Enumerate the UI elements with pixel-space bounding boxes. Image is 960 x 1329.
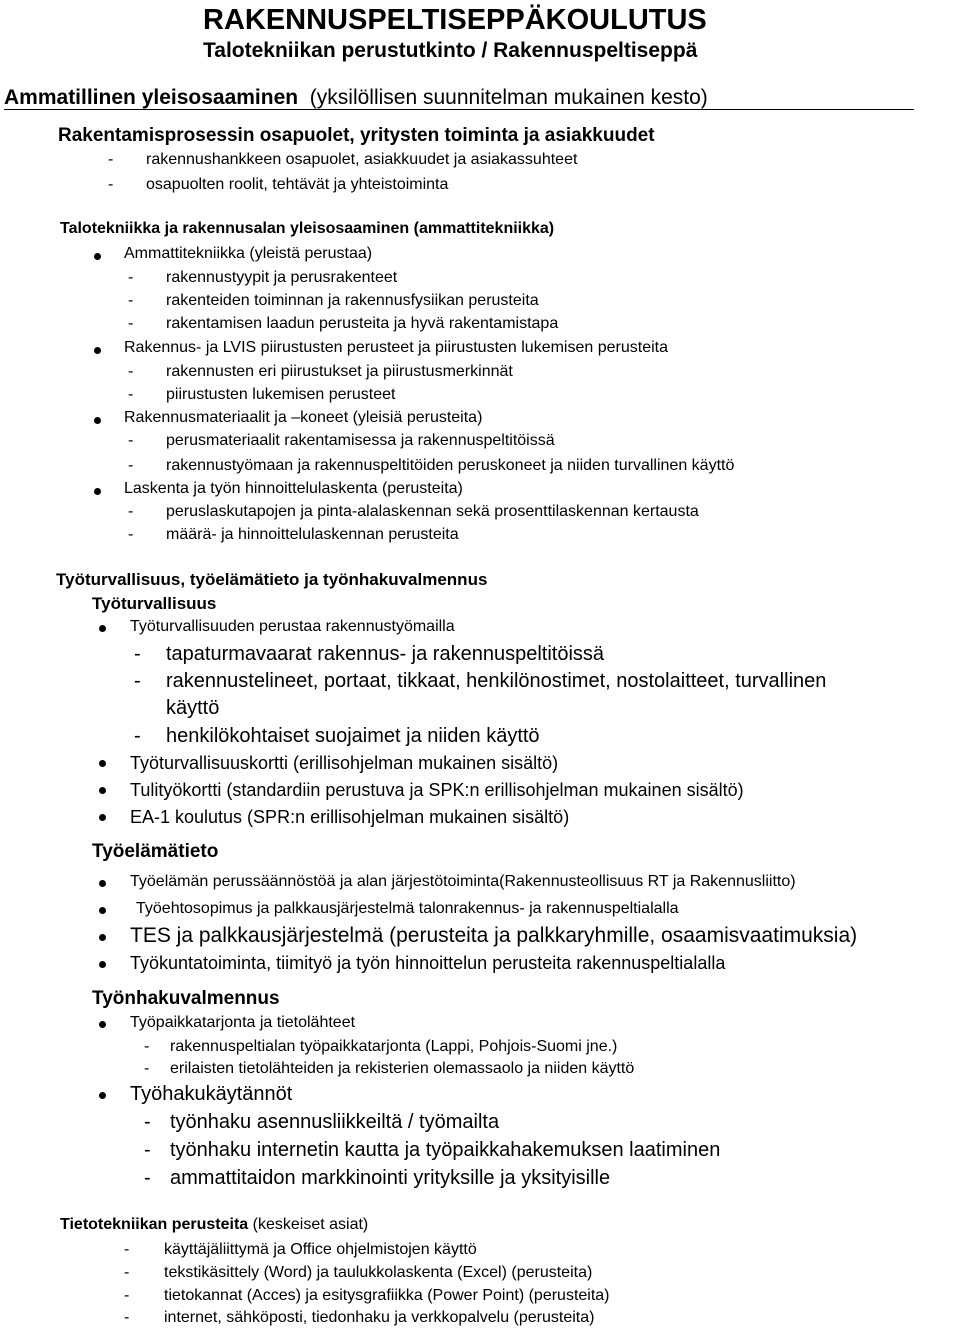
list-item: Ammattitekniikka (yleistä perustaa)	[124, 245, 373, 262]
bullet-icon	[99, 625, 106, 632]
list-item: Työkuntatoiminta, tiimityö ja työn hinnoittelun perusteita rakennuspeltialalla	[130, 953, 726, 973]
list-item: TES ja palkkausjärjestelmä (perusteita ja palkkaryhmille, osaamisvaatimuksia)	[130, 924, 858, 947]
bullet-icon	[99, 880, 106, 887]
dash-marker: -	[128, 269, 134, 286]
list-item: Työpaikkatarjonta ja tietolähteet	[130, 1014, 356, 1031]
list-item: tietokannat (Acces) ja esitysgrafiikka (Power Point) (perusteita)	[164, 1287, 610, 1304]
list-item: rakennusten eri piirustukset ja piirustusmerkinnät	[166, 363, 513, 380]
list-item: Tulityökortti (standardiin perustuva ja SPK:n erillisohjelman mukainen sisältö)	[130, 780, 744, 800]
dash-marker: -	[128, 457, 134, 474]
list-item: rakennushankkeen osapuolet, asiakkuudet ja asiakassuhteet	[146, 151, 578, 168]
section-heading-bold: Ammatillinen yleisosaaminen	[4, 86, 299, 109]
bullet-icon	[99, 1092, 106, 1099]
list-item: Työturvallisuuskortti (erillisohjelman mukainen sisältö)	[130, 753, 559, 773]
dash-marker: -	[128, 432, 134, 449]
list-item: tekstikäsittely (Word) ja taulukkolaskenta (Excel) (perusteita)	[164, 1264, 593, 1281]
list-item: Työhakukäytännöt	[130, 1083, 293, 1105]
s4-heading	[60, 1217, 368, 1233]
bullet-icon	[94, 488, 101, 495]
list-item: Rakennusmateriaalit ja –koneet (yleisiä perusteita)	[124, 409, 483, 426]
list-item: rakennustyömaan ja rakennuspeltitöiden peruskoneet ja niiden turvallinen käyttö	[166, 457, 735, 474]
bullet-icon	[99, 787, 106, 794]
list-item: EA-1 koulutus (SPR:n erillisohjelman mukainen sisältö)	[130, 807, 570, 827]
dash-marker: -	[134, 725, 141, 747]
dash-marker: -	[124, 1264, 130, 1281]
list-item: Rakennus- ja LVIS piirustusten perusteet ja piirustusten lukemisen perusteita	[124, 339, 668, 356]
bullet-icon	[99, 760, 106, 767]
list-item-continuation: käyttö	[166, 697, 220, 719]
list-item: tapaturmavaarat rakennus- ja rakennuspeltitöissä	[166, 643, 605, 665]
section-heading	[4, 87, 708, 108]
list-item: erilaisten tietolähteiden ja rekisterien olemassaolo ja niiden käyttö	[170, 1060, 635, 1077]
dash-marker: -	[134, 670, 141, 692]
dash-marker: -	[124, 1241, 130, 1258]
list-item: Työturvallisuuden perustaa rakennustyömailla	[130, 618, 455, 635]
s1-heading: Rakentamisprosessin osapuolet, yritysten toiminta ja asiakkuudet	[58, 125, 655, 146]
dash-marker: -	[144, 1038, 150, 1055]
s3-subheading: Työturvallisuus	[92, 594, 217, 613]
document-title: RAKENNUSPELTISEPPÄKOULUTUS	[203, 4, 707, 36]
list-item: rakennustyypit ja perusrakenteet	[166, 269, 398, 286]
dash-marker: -	[128, 315, 134, 332]
bullet-icon	[99, 934, 106, 941]
dash-marker: -	[144, 1139, 151, 1161]
list-item: työnhaku internetin kautta ja työpaikkahakemuksen laatiminen	[170, 1139, 721, 1161]
dash-marker: -	[144, 1060, 150, 1077]
list-item: osapuolten roolit, tehtävät ja yhteistoiminta	[146, 176, 449, 193]
s3-subheading: Työelämätieto	[92, 841, 219, 862]
document-subtitle: Talotekniikan perustutkinto / Rakennuspeltiseppä	[203, 39, 698, 62]
dash-marker: -	[134, 643, 141, 665]
list-item: piirustusten lukemisen perusteet	[166, 386, 396, 403]
bullet-icon	[99, 1021, 106, 1028]
bullet-icon	[99, 814, 106, 821]
dash-marker: -	[108, 151, 114, 168]
list-item: rakennustelineet, portaat, tikkaat, henkilönostimet, nostolaitteet, turvallinen	[166, 670, 827, 692]
list-item: peruslaskutapojen ja pinta-alalaskennan sekä prosenttilaskennan kertausta	[166, 503, 699, 520]
list-item: Työehtosopimus ja palkkausjärjestelmä talonrakennus- ja rakennuspeltialalla	[136, 900, 679, 917]
list-item: perusmateriaalit rakentamisessa ja rakennuspeltitöissä	[166, 432, 555, 449]
s4-heading-bold: Tietotekniikan perusteita	[60, 1216, 249, 1233]
dash-marker: -	[124, 1287, 130, 1304]
dash-marker: -	[108, 176, 114, 193]
list-item: ammattitaidon markkinointi yrityksille ja yksityisille	[170, 1167, 611, 1189]
s3-heading: Työturvallisuus, työelämätieto ja työnhakuvalmennus	[56, 570, 488, 589]
list-item: määrä- ja hinnoittelulaskennan perusteita	[166, 526, 459, 543]
dash-marker: -	[144, 1111, 151, 1133]
s2-heading: Talotekniikka ja rakennusalan yleisosaaminen (ammattitekniikka)	[60, 220, 555, 237]
bullet-icon	[99, 961, 106, 968]
bullet-icon	[94, 253, 101, 260]
list-item: Laskenta ja työn hinnoittelulaskenta (perusteita)	[124, 480, 463, 497]
list-item: rakennuspeltialan työpaikkatarjonta (Lappi, Pohjois-Suomi jne.)	[170, 1038, 618, 1055]
dash-marker: -	[124, 1309, 130, 1326]
list-item: henkilökohtaiset suojaimet ja niiden käyttö	[166, 725, 540, 747]
s3-subheading: Työnhakuvalmennus	[92, 988, 280, 1009]
bullet-icon	[99, 907, 106, 914]
list-item: työnhaku asennusliikkeiltä / työmailta	[170, 1111, 500, 1133]
dash-marker: -	[128, 503, 134, 520]
s4-heading-note: (keskeiset asiat)	[252, 1216, 369, 1233]
section-heading-note: (yksilöllisen suunnitelman mukainen kesto)	[309, 86, 708, 109]
section-underline	[4, 109, 914, 110]
dash-marker: -	[128, 526, 134, 543]
list-item: Työelämän perussäännöstöä ja alan järjestötoiminta(Rakennusteollisuus RT ja Rakennusliitto)	[130, 873, 796, 890]
bullet-icon	[94, 347, 101, 354]
list-item: internet, sähköposti, tiedonhaku ja verkkopalvelu (perusteita)	[164, 1309, 595, 1326]
list-item: rakentamisen laadun perusteita ja hyvä rakentamistapa	[166, 315, 559, 332]
dash-marker: -	[128, 292, 134, 309]
list-item: käyttäjäliittymä ja Office ohjelmistojen käyttö	[164, 1241, 477, 1258]
dash-marker: -	[128, 363, 134, 380]
dash-marker: -	[144, 1167, 151, 1189]
dash-marker: -	[128, 386, 134, 403]
bullet-icon	[94, 417, 101, 424]
list-item: rakenteiden toiminnan ja rakennusfysiikan perusteita	[166, 292, 539, 309]
